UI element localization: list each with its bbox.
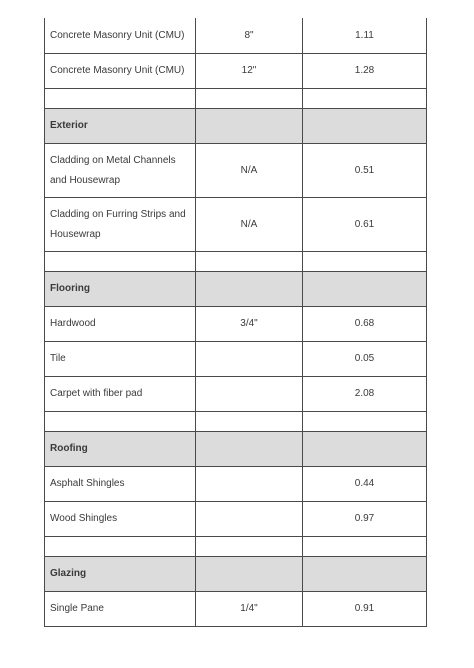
empty-cell [303, 89, 427, 109]
empty-cell [303, 557, 427, 592]
thickness-cell [196, 502, 303, 537]
thickness-cell [196, 377, 303, 412]
rvalue-cell: 1.28 [303, 54, 427, 89]
section-header-row [45, 432, 427, 467]
empty-cell [45, 537, 196, 557]
empty-cell [196, 432, 303, 467]
thickness-cell: N/A [196, 144, 303, 198]
empty-cell [196, 537, 303, 557]
table-row [45, 377, 427, 412]
thickness-cell [196, 342, 303, 377]
table-row [45, 502, 427, 537]
empty-cell [196, 89, 303, 109]
empty-cell [303, 432, 427, 467]
thickness-cell: 1/4" [196, 592, 303, 627]
r-value-table [44, 18, 427, 627]
material-cell: Tile [45, 342, 196, 377]
table-row [45, 307, 427, 342]
empty-cell [196, 557, 303, 592]
table-row [45, 342, 427, 377]
table-row [45, 592, 427, 627]
rvalue-cell: 0.61 [303, 198, 427, 252]
spacer-row [45, 537, 427, 557]
table-row [45, 18, 427, 54]
rvalue-cell: 0.44 [303, 467, 427, 502]
material-cell: Cladding on Furring Strips and Housewrap [45, 198, 196, 252]
rvalue-cell: 0.51 [303, 144, 427, 198]
material-cell: Single Pane [45, 592, 196, 627]
rvalue-cell: 0.91 [303, 592, 427, 627]
rvalue-cell: 1.11 [303, 18, 427, 54]
empty-cell [303, 252, 427, 272]
section-header-row [45, 109, 427, 144]
table-row [45, 467, 427, 502]
spacer-row [45, 89, 427, 109]
thickness-cell: N/A [196, 198, 303, 252]
empty-cell [196, 252, 303, 272]
empty-cell [303, 537, 427, 557]
section-label-glazing: Glazing [45, 557, 196, 592]
material-cell: Concrete Masonry Unit (CMU) [45, 18, 196, 54]
rvalue-cell: 2.08 [303, 377, 427, 412]
rvalue-cell: 0.68 [303, 307, 427, 342]
empty-cell [196, 109, 303, 144]
empty-cell [196, 412, 303, 432]
empty-cell [303, 109, 427, 144]
empty-cell [45, 89, 196, 109]
material-cell: Hardwood [45, 307, 196, 342]
material-cell: Concrete Masonry Unit (CMU) [45, 54, 196, 89]
empty-cell [303, 272, 427, 307]
section-label-flooring: Flooring [45, 272, 196, 307]
section-label-roofing: Roofing [45, 432, 196, 467]
rvalue-cell: 0.05 [303, 342, 427, 377]
thickness-cell: 8" [196, 18, 303, 54]
section-header-row [45, 272, 427, 307]
spacer-row [45, 412, 427, 432]
table-row [45, 144, 427, 198]
empty-cell [303, 412, 427, 432]
material-cell: Wood Shingles [45, 502, 196, 537]
thickness-cell: 3/4" [196, 307, 303, 342]
material-cell: Cladding on Metal Channels and Housewrap [45, 144, 196, 198]
material-cell: Carpet with fiber pad [45, 377, 196, 412]
empty-cell [196, 272, 303, 307]
section-label-exterior: Exterior [45, 109, 196, 144]
table-row [45, 198, 427, 252]
spacer-row [45, 252, 427, 272]
material-cell: Asphalt Shingles [45, 467, 196, 502]
thickness-cell: 12" [196, 54, 303, 89]
thickness-cell [196, 467, 303, 502]
empty-cell [45, 252, 196, 272]
rvalue-cell: 0.97 [303, 502, 427, 537]
section-header-row [45, 557, 427, 592]
table-row [45, 54, 427, 89]
empty-cell [45, 412, 196, 432]
